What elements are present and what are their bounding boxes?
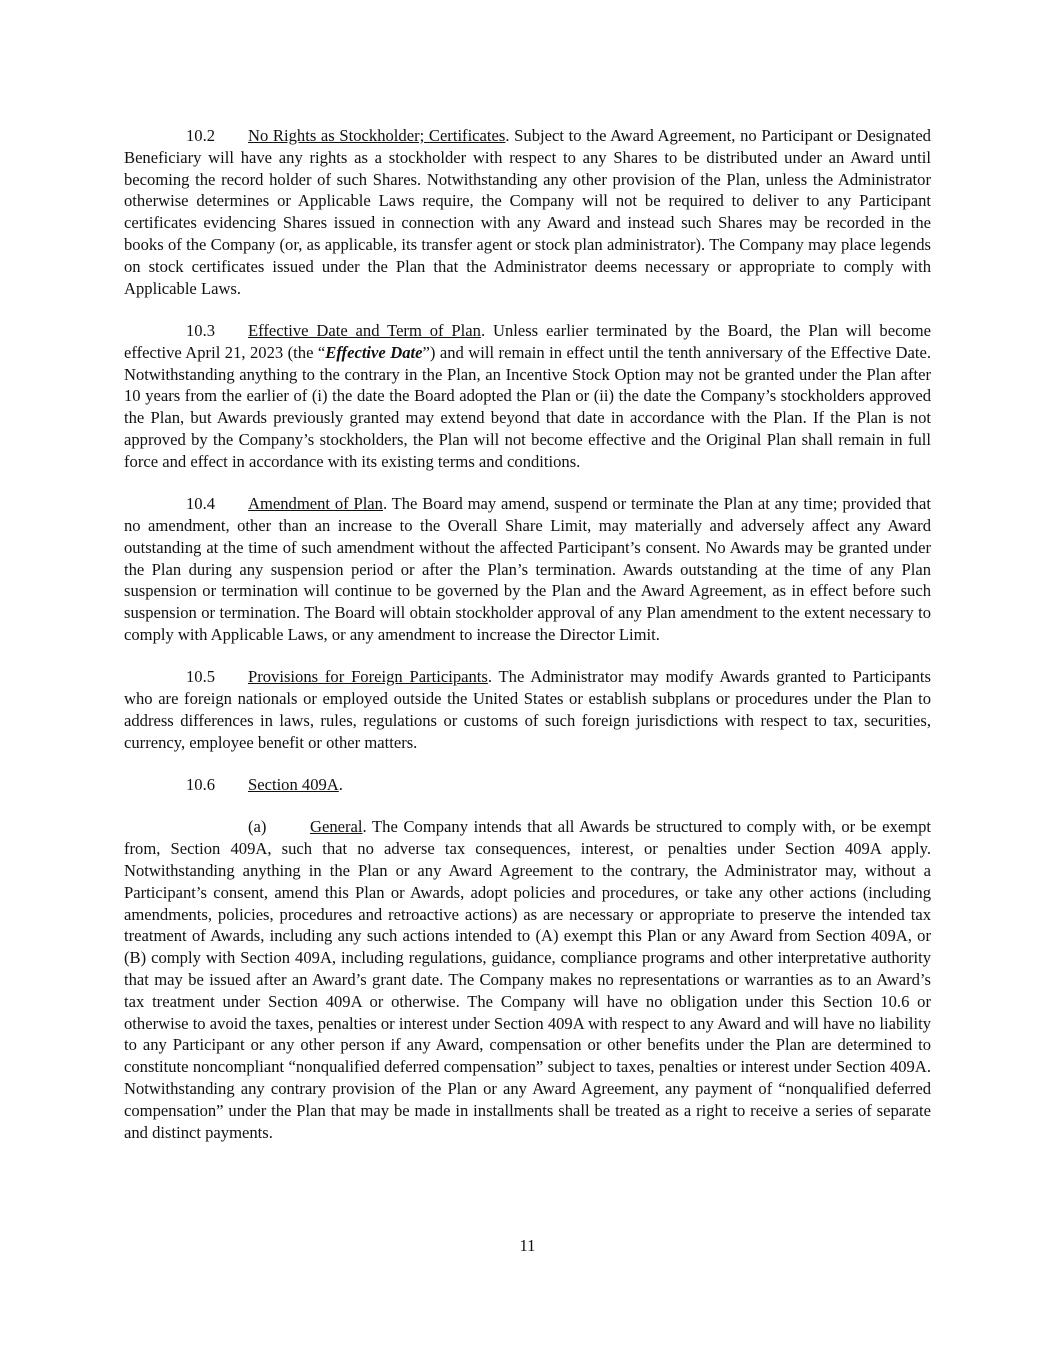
section-number: 10.5 — [186, 667, 216, 687]
section-number: 10.6 — [186, 775, 216, 795]
section-10-2 — [124, 125, 931, 299]
subsection-heading: General — [310, 817, 363, 837]
section-heading: Effective Date and Term of Plan — [248, 320, 481, 340]
subsection-text: . The Company intends that all Awards be structured to comply with, or be exempt from, Section 409A, such that no adverse tax consequences, interest, or penalties under Section 409A apply. Notwithstanding anything in the Plan or any Award Agreement to the contrary, the Administrator may, without a Participant’s consent, amend this Plan or Awards, adopt policies and procedures, or take any other actions (including amendments, policies, procedures and retroactive actions) as are necessary or appropriate to preserve the intended tax treatment of Awards, including any such actions intended to (A) exempt this Plan or any Award from Section 409A, or (B) comply with Section 409A, including regulations, guidance, compliance programs and other interpretative authority that may be issued after an Award’s grant date. The Company makes no representations or warranties as to an Award’s tax treatment under Section 409A or otherwise. The Company will have no obligation under this Section 10.6 or otherwise to avoid the taxes, penalties or interest under Section 409A with respect to any Award and will have no liability to any Participant or any other person if any Award, compensation or other benefits under the Plan are determined to constitute noncompliant “nonqualified deferred compensation” subject to taxes, penalties or interest under Section 409A. Notwithstanding any contrary provision of the Plan or any Award Agreement, any payment of “nonqualified deferred compensation” under the Plan that may be made in installments shall be treated as a right to receive a series of separate and distinct payments. — [124, 817, 931, 1142]
section-text: . — [338, 775, 343, 795]
section-text: . The Administrator may modify Awards granted to Participants who are foreign nationals or employed outside the United States or establish subplans or procedures under the Plan to address differences in laws, rules, regulations or customs of such foreign jurisdictions with respect to tax, securities, currency, employee benefit or other matters. — [124, 667, 931, 752]
section-number: 10.2 — [186, 126, 216, 145]
section-number: 10.4 — [186, 494, 216, 514]
section-text: . The Board may amend, suspend or terminate the Plan at any time; provided that no amendment, other than an increase to the Overall Share Limit, may materially and adversely affect any Award outstanding at the time of such amendment without the affected Participant’s consent. No Awards may be granted under the Plan during any suspension period or after the Plan’s termination. Awards outstanding at the time of any Plan suspension or termination will continue to be governed by the Plan and the Award Agreement, as in effect before such suspension or termination. The Board will obtain stockholder approval of any Plan amendment to the extent necessary to comply with Applicable Laws, or any amendment to increase the Director Limit. — [124, 494, 931, 644]
subsection-a-general — [124, 816, 931, 1143]
section-10-5 — [124, 666, 931, 753]
page-number: 11 — [519, 1236, 536, 1255]
document-body — [124, 125, 931, 1143]
subsection-number: (a) — [248, 817, 267, 837]
section-heading: Amendment of Plan — [248, 494, 383, 514]
section-text-continued: ”) and will remain in effect until the tenth anniversary of the Effective Date. Notwithstanding anything to the contrary in the Plan, an Incentive Stock Option may not be granted under the Plan after 10 years from the earlier of (i) the date the Board adopted the Plan or (ii) the date the Company’s stockholders approved the Plan, but Awards previously granted may extend beyond that date in accordance with the Plan. If the Plan is not approved by the Company’s stockholders, the Plan will not become effective and the Original Plan shall remain in full force and effect in accordance with its existing terms and conditions. — [124, 342, 931, 471]
section-10-6 — [124, 774, 931, 796]
section-heading: Provisions for Foreign Participants — [248, 667, 488, 687]
defined-term: Effective Date — [325, 342, 423, 362]
section-heading: No Rights as Stockholder; Certificates — [248, 126, 506, 145]
section-text: . Unless earlier terminated by the Board, the Plan will become effective April 21, 2023 (the “ — [124, 320, 932, 362]
section-heading: Section 409A — [248, 775, 339, 795]
section-number: 10.3 — [186, 320, 216, 340]
section-text: . Subject to the Award Agreement, no Participant or Designated Beneficiary will have any rights as a stockholder with respect to any Shares to be distributed under an Award until becoming the record holder of such Shares. Notwithstanding any other provision of the Plan, unless the Administrator otherwise determines or Applicable Laws require, the Company will not be required to deliver to any Participant certificates evidencing Shares issued in connection with any Award and instead such Shares may be recorded in the books of the Company (or, as applicable, its transfer agent or stock plan administrator). The Company may place legends on stock certificates issued under the Plan that the Administrator deems necessary or appropriate to comply with Applicable Laws. — [124, 126, 931, 298]
section-10-4 — [124, 493, 931, 646]
section-10-3 — [124, 320, 931, 473]
